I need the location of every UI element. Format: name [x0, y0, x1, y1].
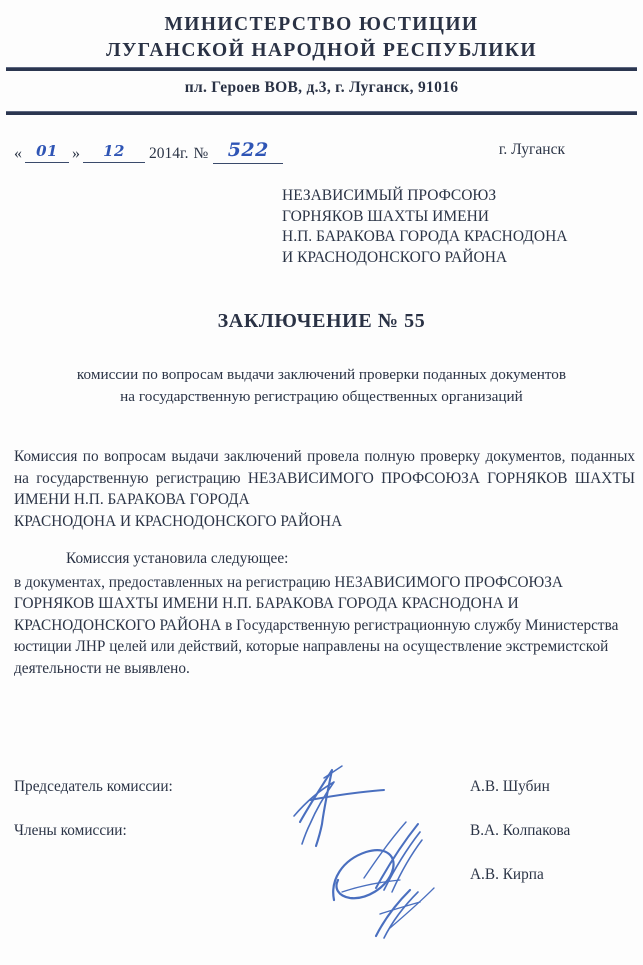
quote-open: «: [14, 145, 22, 162]
day-field: [25, 144, 69, 163]
paragraph-2-intro: Комиссия установила следующее:: [66, 550, 289, 567]
signature-row-member-1: [14, 822, 635, 844]
month-value: 12: [103, 142, 125, 160]
ministry-line-2: ЛУГАНСКОЙ НАРОДНОЙ РЕСПУБЛИКИ: [106, 40, 537, 61]
year-label: 2014г.: [149, 145, 189, 162]
ministry-line-1: МИНИСТЕРСТВО ЮСТИЦИИ: [164, 14, 479, 35]
member-1-name-label: В.А. Колпакова: [470, 822, 571, 839]
addressee-line-3: Н.П. БАРАКОВА ГОРОДА КРАСНОДОНА: [282, 228, 568, 245]
letterhead-address: пл. Героев ВОВ, д.3, г. Луганск, 91016: [184, 79, 459, 96]
number-label: №: [193, 145, 209, 162]
signature-row-member-2: [14, 866, 635, 888]
paragraph-1-main: Комиссия по вопросам выдачи заключений провела полную проверку документов, поданных на государственную регистрацию НЕЗАВИСИМОГО ПРОФСОЮЗА ГОРНЯКОВ ШАХТЫ ИМЕНИ Н.П. БАРАКОВА ГОРОДА: [14, 448, 635, 508]
paragraph-2-body: в документах, предоставленных на регистрацию НЕЗАВИСИМОГО ПРОФСОЮЗА ГОРНЯКОВ ШАХТЫ ИМЕНИ Н.П. БАРАКОВА ГОРОДА КРАСНОДОНА И КРАСНОДОНСКОГО РАЙОНА в Государственную регистрационную службу Министерства юстиции ЛНР целей или действий, которые направлены на осуществление экстремистской деятельности не выявлено.: [14, 573, 619, 677]
document-subtitle: [20, 364, 623, 408]
signature-row-chair: [14, 778, 635, 800]
number-field: [213, 141, 283, 164]
addressee-block: [282, 186, 622, 268]
chair-role-label: Председатель комиссии:: [14, 778, 173, 795]
body-paragraph-1: [14, 446, 635, 532]
number-value: 522: [227, 139, 269, 161]
date-number-group: [14, 141, 283, 164]
member-2-name-label: А.В. Кирпа: [470, 866, 544, 883]
signature-block: [14, 778, 635, 918]
paragraph-1-last-line: КРАСНОДОНА И КРАСНОДОНСКОГО РАЙОНА: [14, 512, 343, 530]
addressee-line-1: НЕЗАВИСИМЫЙ ПРОФСОЮЗ: [282, 187, 497, 204]
addressee-line-4: И КРАСНОДОНСКОГО РАЙОНА: [282, 248, 508, 266]
header-rule-bottom: [6, 111, 637, 115]
subtitle-line-2: на государственную регистрацию общественных организаций: [120, 388, 523, 405]
city-label: г. Луганск: [498, 141, 565, 158]
day-value: 01: [36, 142, 58, 160]
month-field: [83, 144, 145, 163]
members-role-label: Члены комиссии:: [14, 822, 127, 839]
letterhead: [0, 12, 643, 64]
chair-name-label: А.В. Шубин: [470, 778, 550, 795]
document-title: ЗАКЛЮЧЕНИЕ № 55: [217, 310, 426, 332]
quote-close: »: [72, 145, 80, 162]
date-number-row: [14, 141, 629, 167]
addressee-line-2: ГОРНЯКОВ ШАХТЫ ИМЕНИ: [282, 207, 489, 225]
body-paragraph-2: [14, 548, 635, 679]
subtitle-line-1: комиссии по вопросам выдачи заключений проверки поданных документов: [76, 366, 567, 383]
header-rule-top: [6, 67, 637, 71]
